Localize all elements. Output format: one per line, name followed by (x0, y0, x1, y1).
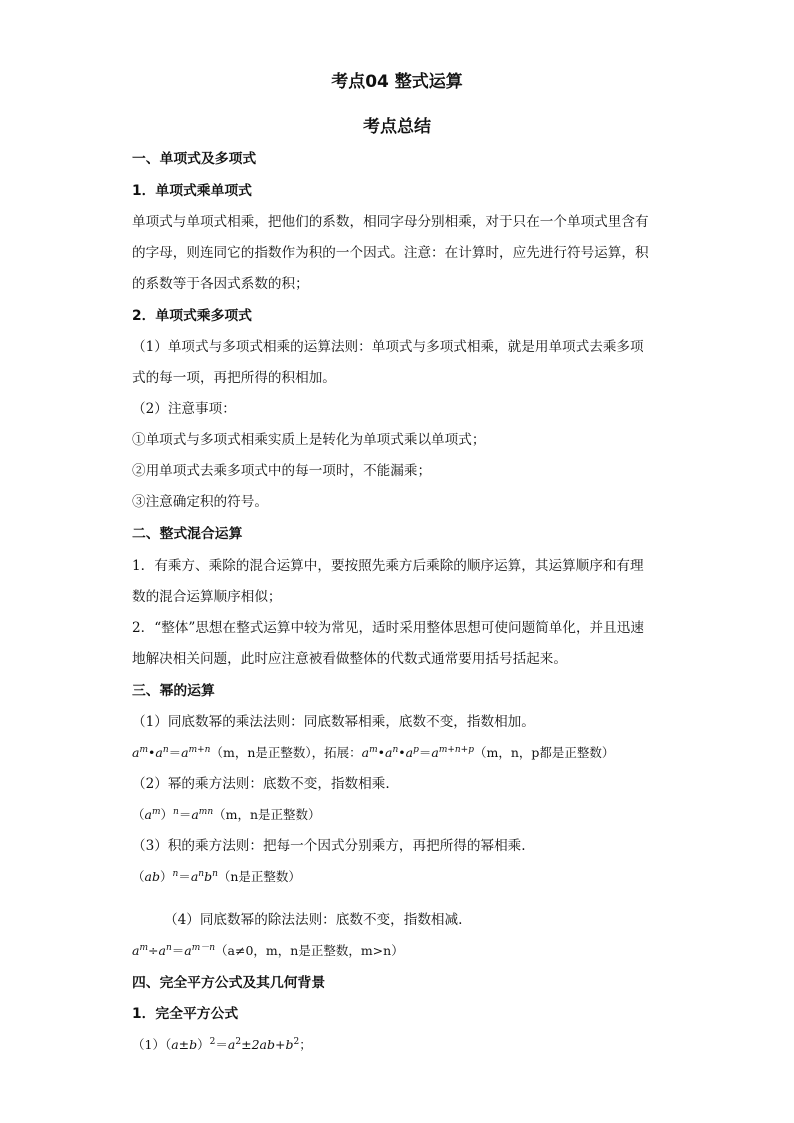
paragraph-line: （2）注意事项： (132, 401, 236, 417)
subsection-heading-1-1: 1．单项式乘单项式 (132, 183, 252, 199)
subsection-heading-4-1: 1．完全平方公式 (132, 1006, 239, 1022)
list-item: ③注意确定积的符号。 (132, 494, 268, 510)
page-subtitle: 考点总结 (363, 117, 431, 137)
paragraph-line: 地解决相关问题，此时应注意被看做整体的代数式通常要用括号括起来。 (132, 651, 567, 667)
rule-text: （3）积的乘方法则：把每一个因式分别乘方，再把所得的幂相乘. (132, 838, 526, 854)
paragraph-line: 2．“整体”思想在整式运算中较为常见，适时采用整体思想可使问题简单化，并且迅速 (132, 620, 644, 636)
formula-power-rule: $(a^m)^n=a^{mn}(m$，n是正整数） (132, 806, 321, 822)
subsection-heading-1-2: 2．单项式乘多项式 (132, 308, 252, 324)
rule-text: （1）同底数幂的乘法法则：同底数幂相乘，底数不变，指数相加。 (132, 714, 535, 730)
paragraph-line: 的系数等于各因式系数的积； (132, 276, 309, 292)
formula-product-power-rule: $(ab)^n=a^nb^n(n$是正整数） (132, 868, 301, 884)
section-heading-1: 一、单项式及多项式 (132, 151, 257, 167)
paragraph-line: 数的混合运算顺序相似； (132, 589, 282, 605)
formula-perfect-square: $(1)(a\pm b)^2=a^2\pm 2ab+b^2$； (132, 1036, 312, 1052)
paragraph-line: 单项式与单项式相乘，把他们的系数，相同字母分别相乘，对于只在一个单项式里含有 (132, 214, 649, 230)
paragraph-line: （1）单项式与多项式相乘的运算法则：单项式与多项式相乘，就是用单项式去乘多项 (132, 339, 644, 355)
section-heading-2: 二、整式混合运算 (132, 526, 243, 542)
formula-product-rule: $a^m•a^n=a^{m+n}(m$，n是正整数），拓展：$a^m•a^n•a^p=a^{m+n+p}(m$，n，p都是正整数） (132, 744, 615, 760)
paragraph-line: 式的每一项，再把所得的积相加。 (132, 370, 336, 386)
formula-quotient-rule: $a^m\div a^n=a^{m-n}(a\ne 0$，m，n是正整数，m>n） (132, 942, 404, 958)
section-heading-4: 四、完全平方公式及其几何背景 (132, 975, 326, 991)
list-item: ①单项式与多项式相乘实质上是转化为单项式乘以单项式； (132, 432, 486, 448)
page-title: 考点04 整式运算 (331, 72, 463, 92)
section-heading-3: 三、幂的运算 (132, 683, 215, 699)
paragraph-line: 1．有乘方、乘除的混合运算中，要按照先乘方后乘除的顺序运算，其运算顺序和有理 (132, 558, 644, 574)
paragraph-line: 的字母，则连同它的指数作为积的一个因式。注意：在计算时，应先进行符号运算，积 (132, 245, 649, 261)
rule-text: （4）同底数幂的除法法则：底数不变，指数相减. (164, 912, 463, 928)
rule-text: （2）幂的乘方法则：底数不变，指数相乘. (132, 776, 390, 792)
list-item: ②用单项式去乘多项式中的每一项时，不能漏乘； (132, 463, 432, 479)
